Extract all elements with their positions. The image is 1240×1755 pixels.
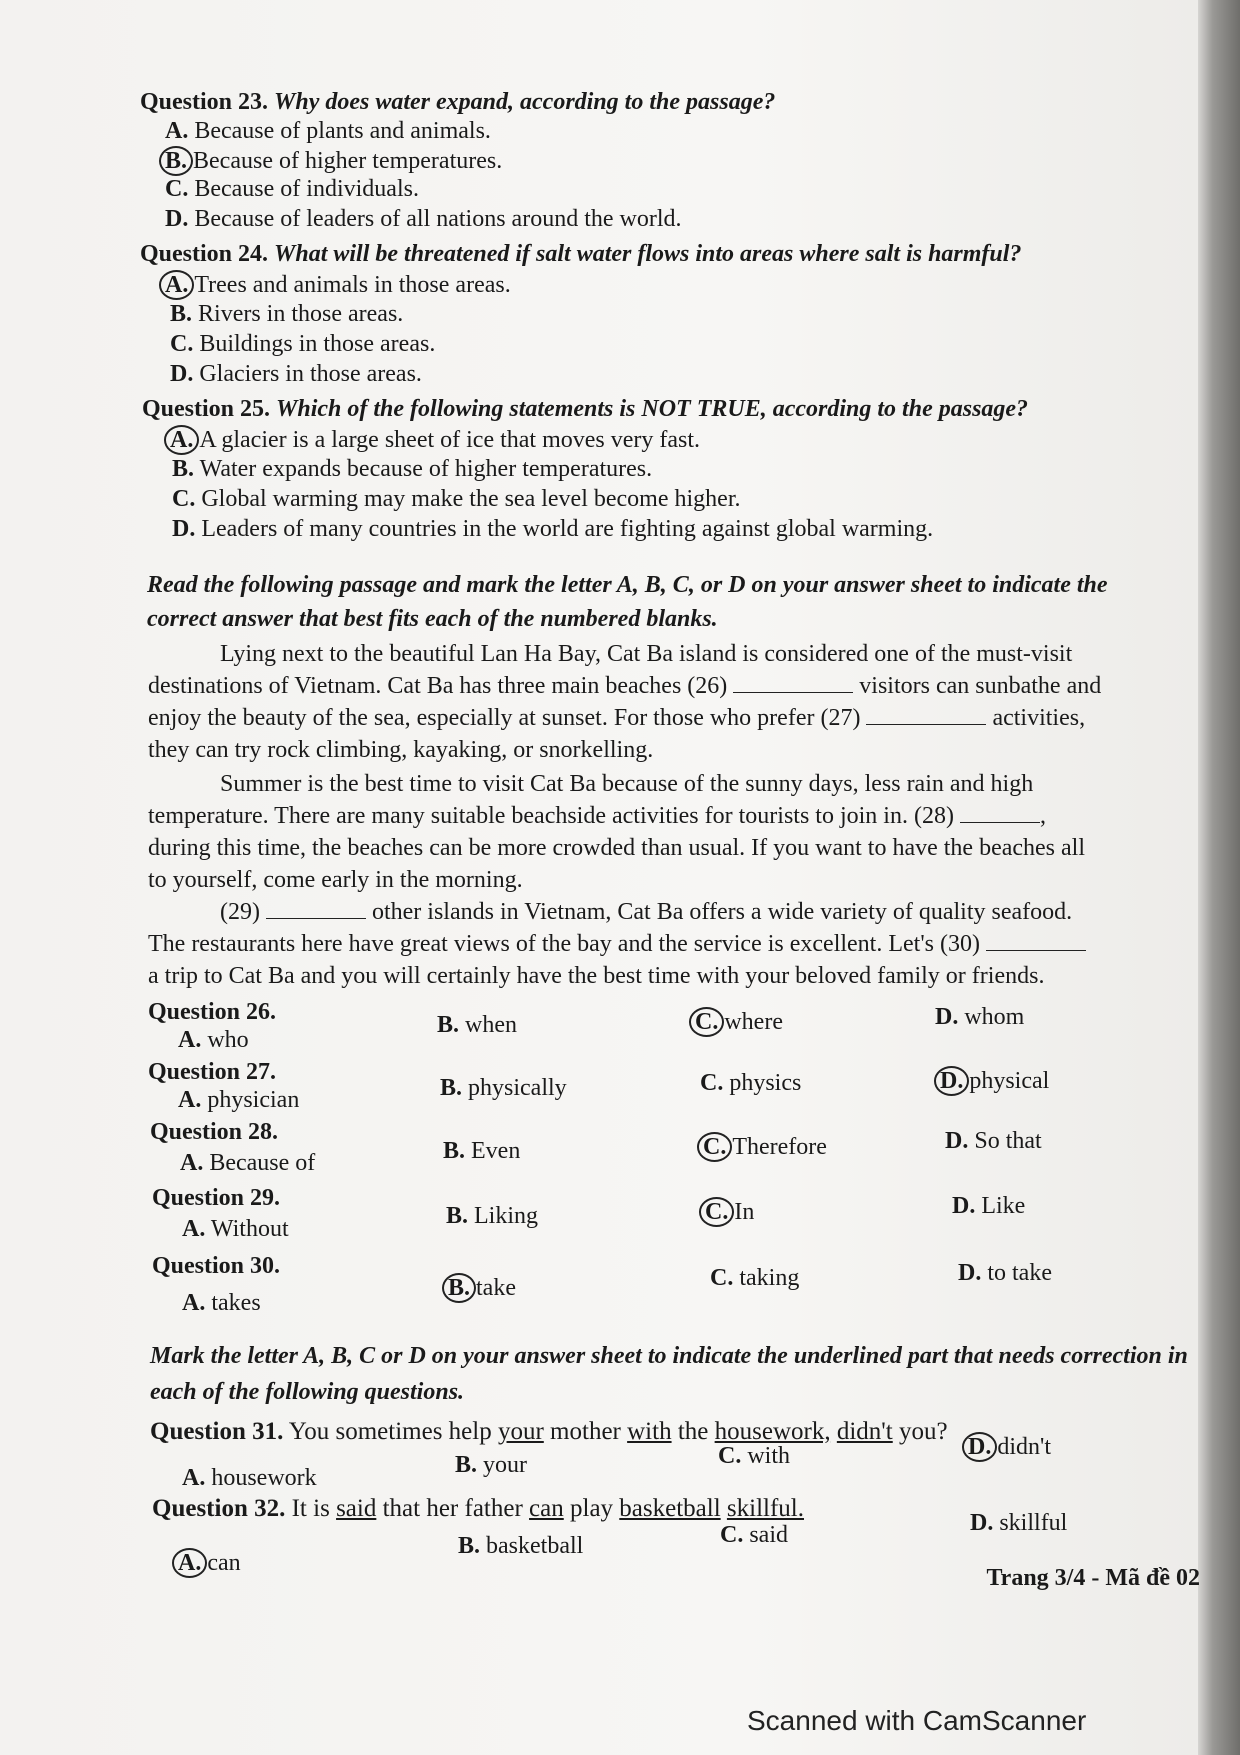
answer-circle: D.	[962, 1432, 997, 1462]
q23-option-b: B. Because of higher temperatures.	[165, 146, 502, 176]
page-edge-shadow	[1198, 0, 1240, 1755]
q27-option-b: B. physically	[440, 1075, 567, 1101]
answer-circle: D.	[934, 1066, 969, 1096]
answer-circle: A.	[159, 270, 194, 300]
cloze-instruction: Read the following passage and mark the letter A, B, C, or D on your answer sheet to indicate the correct answer that best fits each of the numbered blanks.	[147, 572, 1108, 632]
passage-line: The restaurants here have great views of the bay and the service is excellent. Let's (30)	[148, 930, 1086, 958]
q27-option-a: A. physician	[178, 1087, 300, 1113]
camscanner-watermark: Scanned with CamScanner	[747, 1705, 1087, 1736]
q26-option-c: C. where	[695, 1007, 783, 1037]
question-23: Question 23. Why does water expand, according to the passage?	[140, 89, 776, 115]
q23-option-d: D. Because of leaders of all nations around the world.	[165, 206, 682, 232]
answer-circle: A.	[172, 1548, 207, 1578]
q25-option-a: A. A glacier is a large sheet of ice that moves very fast.	[170, 425, 700, 455]
passage-line: enjoy the beauty of the sea, especially at sunset. For those who prefer (27) activities,	[148, 705, 1086, 731]
q26-option-d: D. whom	[935, 1004, 1025, 1030]
q32-option-b: B. basketball	[458, 1533, 584, 1559]
question-32: Question 32. It is said that her father can play basketball skillful.	[152, 1495, 804, 1522]
q32-option-c: C. said	[720, 1522, 789, 1548]
blank-27	[866, 706, 986, 725]
q29-option-b: B. Liking	[446, 1203, 539, 1229]
answer-circle: C.	[689, 1007, 724, 1037]
passage-line: during this time, the beaches can be more crowded than usual. If you want to have the beaches all	[148, 835, 1086, 861]
passage-line: Summer is the best time to visit Cat Ba because of the sunny days, less rain and high	[220, 771, 1034, 797]
answer-circle: C.	[697, 1132, 732, 1162]
q29-option-d: D. Like	[952, 1193, 1026, 1219]
q24-option-d: D. Glaciers in those areas.	[170, 361, 422, 387]
q30-option-b: B. take	[448, 1273, 516, 1303]
answer-circle: B.	[159, 146, 193, 176]
question-25: Question 25. Which of the following statements is NOT TRUE, according to the passage?	[142, 396, 1029, 422]
answer-circle: B.	[442, 1273, 476, 1303]
q27-option-c: C. physics	[700, 1070, 802, 1096]
passage-line: to yourself, come early in the morning.	[148, 867, 523, 893]
q28-option-b: B. Even	[443, 1138, 521, 1164]
q24-option-a: A. Trees and animals in those areas.	[165, 270, 511, 300]
q31-option-b: B. your	[455, 1452, 528, 1478]
answer-circle: A.	[164, 425, 199, 455]
passage-line: they can try rock climbing, kayaking, or snorkelling.	[148, 737, 654, 763]
page-footer: Trang 3/4 - Mã đề 02	[986, 1565, 1200, 1591]
q28-option-c: C. Therefore	[703, 1132, 827, 1162]
q25-option-b: B. Water expands because of higher temperatures.	[172, 456, 653, 482]
q25-option-d: D. Leaders of many countries in the world are fighting against global warming.	[172, 516, 934, 542]
q27-option-d: D. physical	[940, 1066, 1049, 1096]
q24-option-b: B. Rivers in those areas.	[170, 301, 404, 327]
q25-option-c: C. Global warming may make the sea level become higher.	[172, 486, 741, 512]
q29-option-a: A. Without	[182, 1216, 289, 1242]
blank-29	[266, 900, 366, 919]
question-29: Question 29.	[152, 1185, 281, 1211]
q32-option-d: D. skillful	[970, 1510, 1068, 1536]
q23-option-c: C. Because of individuals.	[165, 176, 419, 202]
blank-28	[960, 804, 1040, 823]
question-24: Question 24. What will be threatened if salt water flows into areas where salt is harmful?	[140, 241, 1022, 267]
blank-26	[733, 674, 853, 693]
q26-option-b: B. when	[437, 1012, 517, 1038]
q24-option-c: C. Buildings in those areas.	[170, 331, 436, 357]
answer-circle: C.	[699, 1197, 734, 1227]
q29-option-c: C. In	[705, 1197, 754, 1227]
q32-option-a: A. can	[178, 1548, 241, 1578]
q28-option-d: D. So that	[945, 1128, 1042, 1154]
q30-option-a: A. takes	[182, 1290, 261, 1316]
question-26: Question 26.	[148, 999, 277, 1025]
q30-option-d: D. to take	[958, 1260, 1052, 1286]
passage-line: a trip to Cat Ba and you will certainly have the best time with your beloved family or friends.	[148, 963, 1045, 989]
question-30: Question 30.	[152, 1253, 281, 1279]
q23-option-a: A. Because of plants and animals.	[165, 118, 491, 144]
q28-option-a: A. Because of	[180, 1150, 316, 1176]
passage-line: Lying next to the beautiful Lan Ha Bay, Cat Ba island is considered one of the must-visit	[220, 641, 1073, 667]
q31-option-a: A. housework	[182, 1465, 317, 1491]
q30-option-c: C. taking	[710, 1265, 800, 1291]
q31-option-c: C. with	[718, 1443, 791, 1469]
question-28: Question 28.	[150, 1119, 279, 1145]
error-instruction: Mark the letter A, B, C or D on your answer sheet to indicate the underlined part that needs correction in each of the following questions.	[150, 1343, 1188, 1405]
passage-line: destinations of Vietnam. Cat Ba has three main beaches (26) visitors can sunbathe and	[148, 673, 1102, 699]
q31-option-d: D. didn't	[968, 1432, 1051, 1462]
blank-30	[986, 932, 1086, 951]
question-27: Question 27.	[148, 1059, 277, 1085]
q26-option-a: A. who	[178, 1027, 249, 1053]
question-31: Question 31. You sometimes help your mother with the housework, didn't you?	[150, 1418, 948, 1445]
passage-line: temperature. There are many suitable beachside activities for tourists to join in. (28) ,	[148, 803, 1046, 829]
passage-line: (29) other islands in Vietnam, Cat Ba offers a wide variety of quality seafood.	[220, 899, 1073, 925]
